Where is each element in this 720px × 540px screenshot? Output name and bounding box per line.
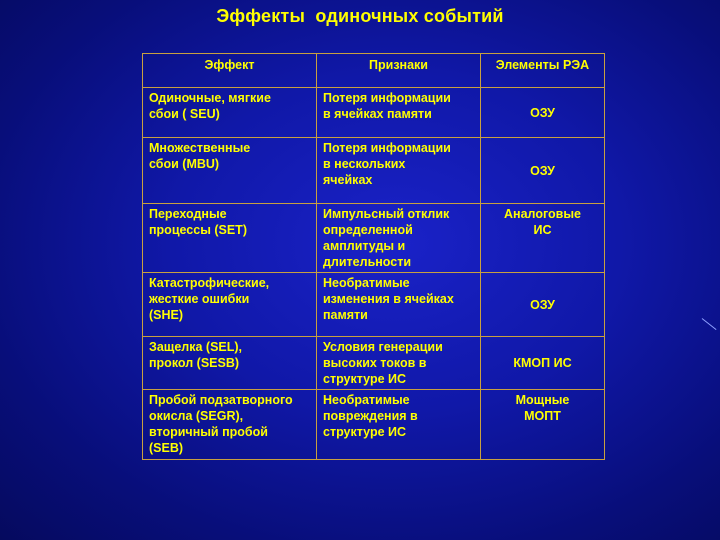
cell-effect: Катастрофические, жесткие ошибки (SHE): [143, 273, 317, 337]
cell-elements: ОЗУ: [481, 138, 605, 204]
cell-effect: Пробой подзатворного окисла (SEGR), вторичный пробой (SEB): [143, 390, 317, 460]
cell-effect: Защелка (SEL), прокол (SESB): [143, 337, 317, 390]
header-elements: Элементы РЭА: [481, 54, 605, 88]
cell-signs: Необратимые повреждения в структуре ИС: [317, 390, 481, 460]
cell-effect: Переходные процессы (SET): [143, 204, 317, 273]
cell-effect: Одиночные, мягкие сбои ( SEU): [143, 88, 317, 138]
cell-signs: Потеря информации в нескольких ячейках: [317, 138, 481, 204]
cell-signs: Необратимые изменения в ячейках памяти: [317, 273, 481, 337]
header-effect: Эффект: [143, 54, 317, 88]
header-signs: Признаки: [317, 54, 481, 88]
cell-signs: Импульсный отклик определенной амплитуды и длительности: [317, 204, 481, 273]
cell-signs: Условия генерации высоких токов в структуре ИС: [317, 337, 481, 390]
cell-elements: Аналоговые ИС: [481, 204, 605, 273]
cell-signs: Потеря информации в ячейках памяти: [317, 88, 481, 138]
cell-elements: КМОП ИС: [481, 337, 605, 390]
table-row: [143, 390, 605, 460]
cell-elements: ОЗУ: [481, 273, 605, 337]
slide-title: Эффекты одиночных событий: [216, 6, 504, 26]
table-row: [143, 273, 605, 337]
table-header-row: [143, 54, 605, 88]
cell-effect: Множественные сбои (MBU): [143, 138, 317, 204]
decorative-line: [702, 318, 717, 330]
table-row: [143, 138, 605, 204]
cell-elements: Мощные МОПТ: [481, 390, 605, 460]
cell-elements: ОЗУ: [481, 88, 605, 138]
table-row: [143, 88, 605, 138]
table-row: [143, 337, 605, 390]
table-row: [143, 204, 605, 273]
effects-table: [142, 53, 605, 460]
